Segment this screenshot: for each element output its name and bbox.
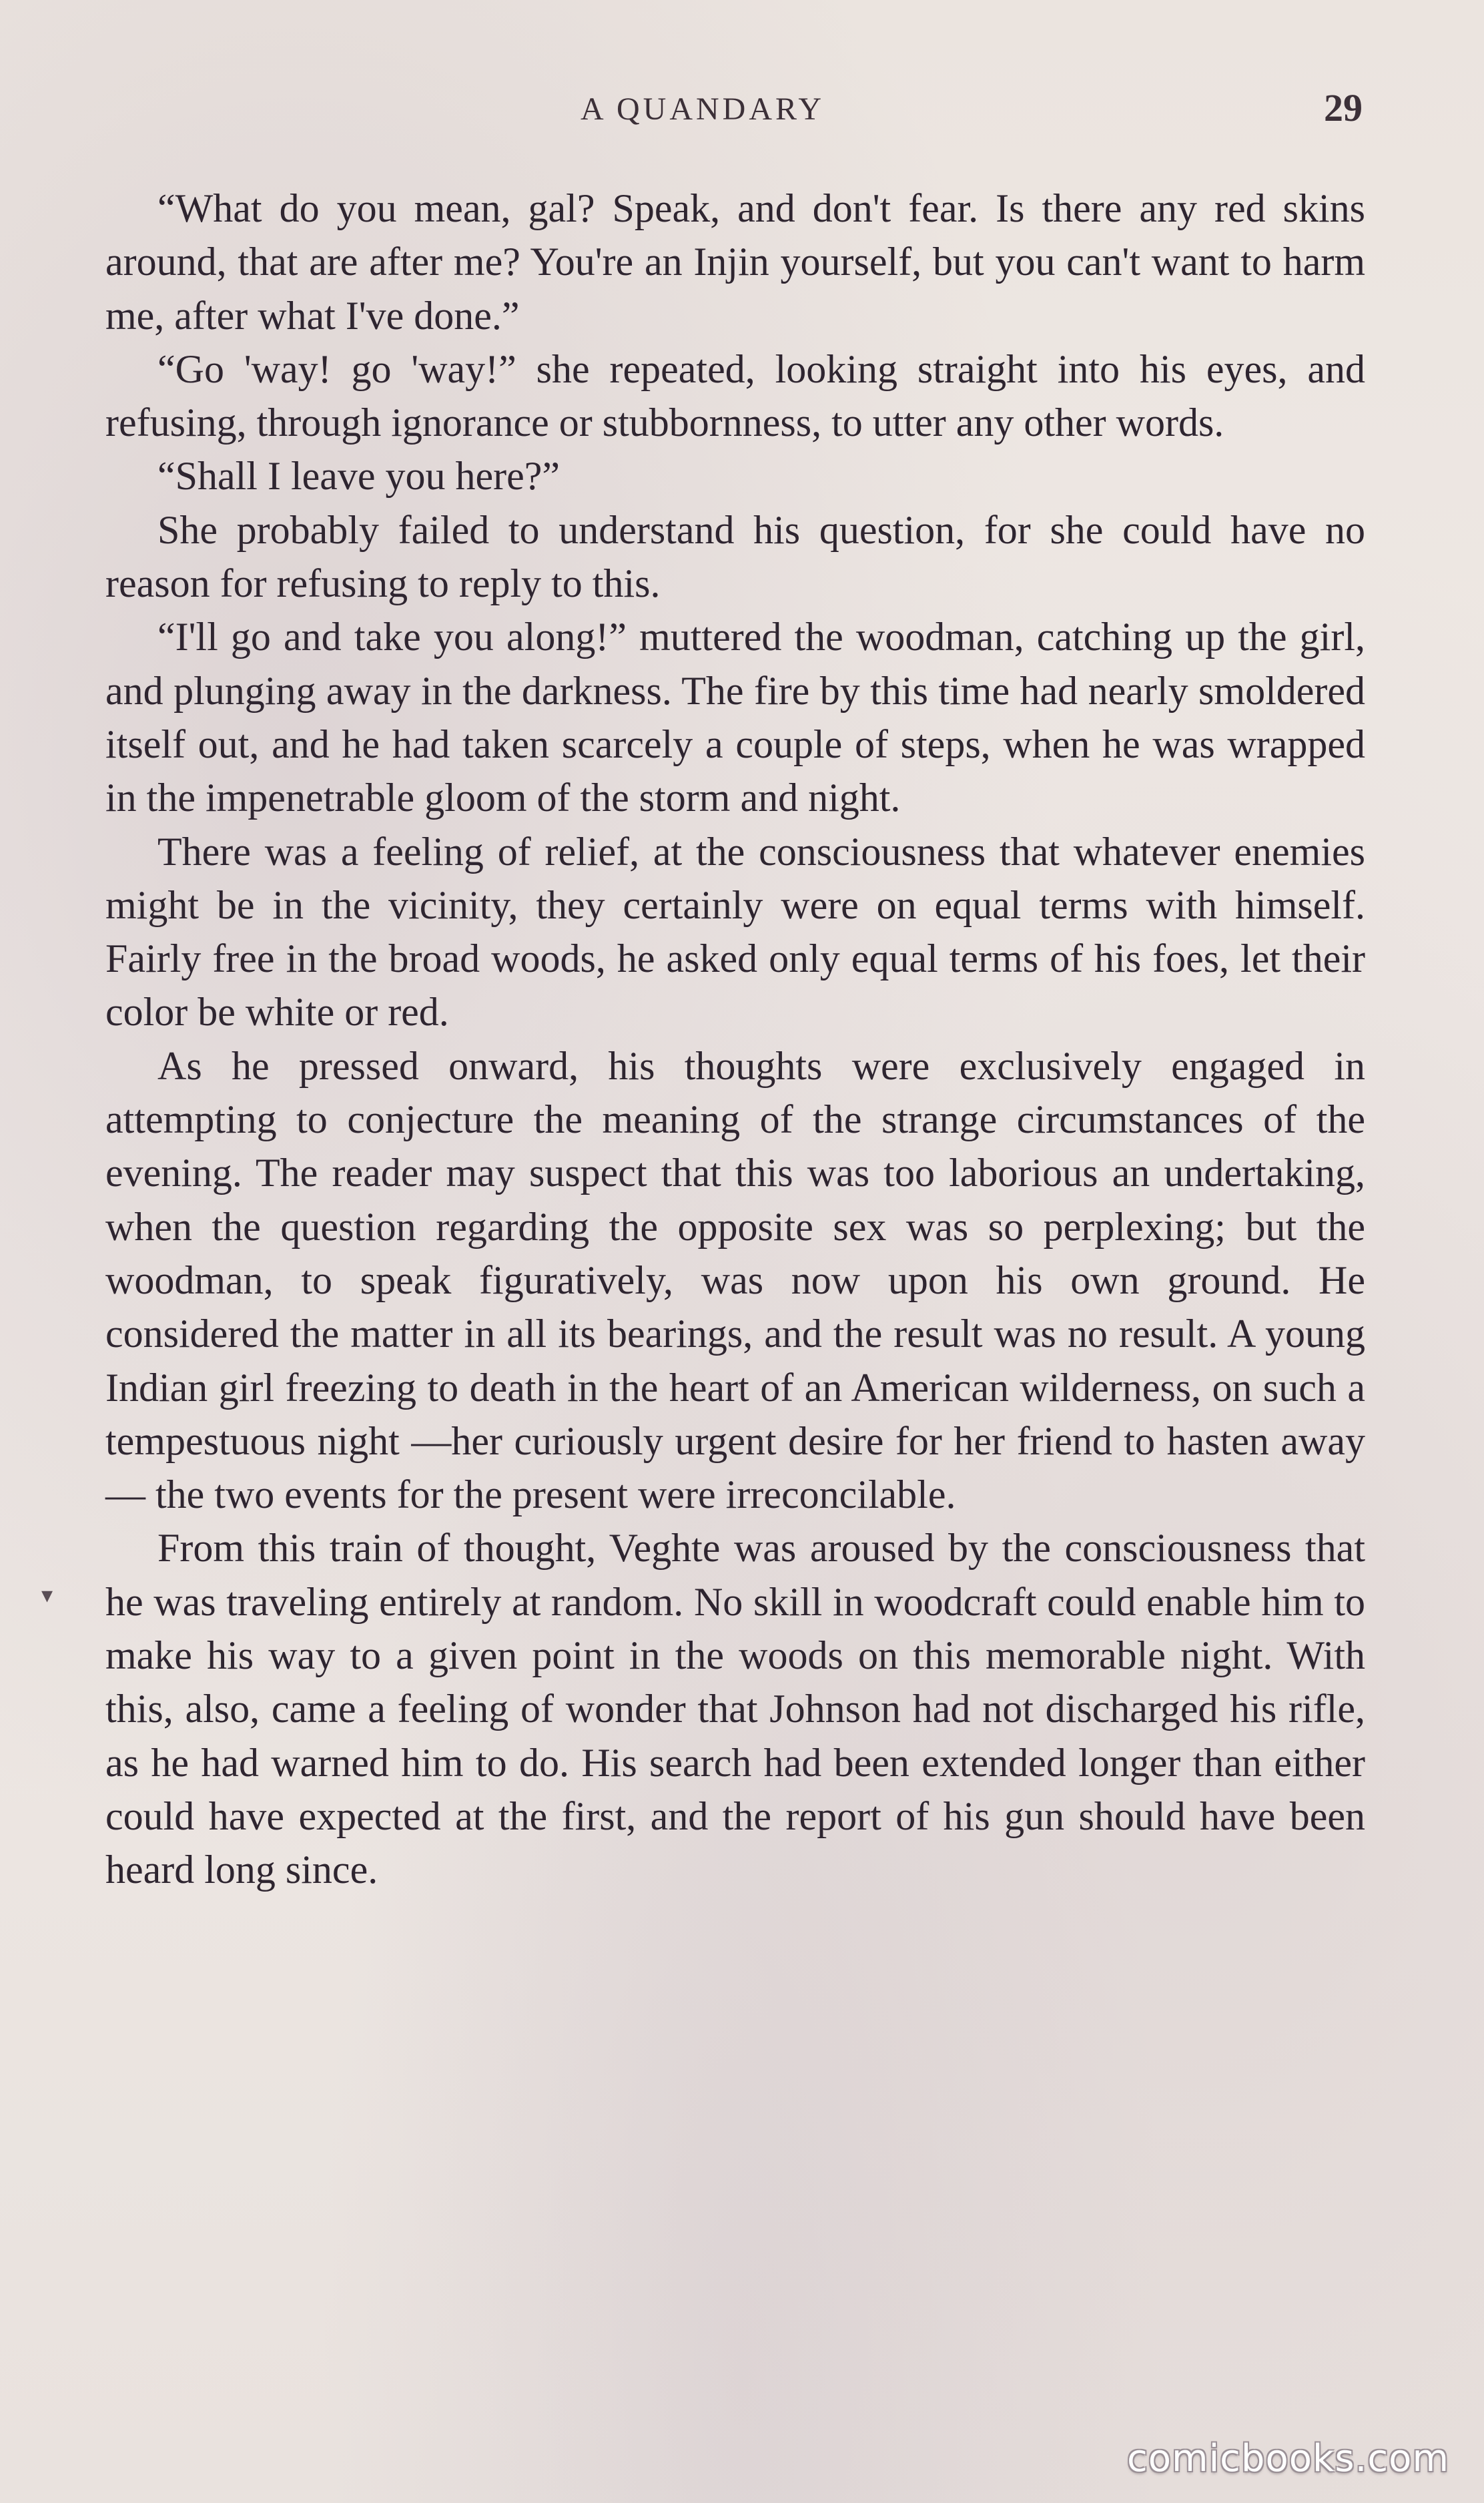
margin-mark-icon: ▾: [41, 1582, 53, 1609]
page-header: [0, 85, 1484, 139]
paragraph: She probably failed to understand his question, for she could have no reason for refusing to reply to this.: [105, 507, 1365, 606]
watermark: comicbooks.com: [1126, 2437, 1449, 2480]
paragraph: There was a feeling of relief, at the consciousness that whatever enemies might be in the vicinity, they certainly were on equal terms with himself. Fairly free in the broad woods, he asked only equal terms of his foes, let their color be white or red.: [105, 829, 1365, 1035]
paragraph: From this train of thought, Veghte was aroused by the consciousness that he was traveling entirely at random. No skill in woodcraft could enable him to make his way to a given point in the woods on this memorable night. With this, also, came a feeling of wonder that Johnson had not discharged his rifle, as he had warned him to do. His search had been extended longer than either could have expected at the first, and the report of his gun should have been heard long since.: [105, 1526, 1365, 1892]
paragraph: “Shall I leave you here?”: [157, 454, 561, 499]
paragraph: “I'll go and take you along!” muttered the woodman, catching up the girl, and plunging away in the darkness. The fire by this time had nearly smoldered itself out, and he had taken scarcely a couple of steps, when he was wrapped in the impenetrable gloom of the storm and night.: [105, 615, 1365, 820]
page-number: 29: [1324, 86, 1363, 129]
paragraph: “Go 'way! go 'way!” she repeated, looking straight into his eyes, and refusing, through ignorance or stubbornness, to utter any other words.: [105, 346, 1365, 445]
paragraph: As he pressed onward, his thoughts were exclusively engaged in attempting to conjecture the meaning of the strange circumstances of the evening. The reader may suspect that this was too laborious an undertaking, when the question regarding the opposite sex was so perplexing; but the woodman, to speak figuratively, was now upon his own ground. He considered the matter in all its bearings, and the result was no result. A young Indian girl freezing to death in the heart of an American wilderness, on such a tempestuous night —her curiously urgent desire for her friend to hasten away— the two events for the present were irreconcilable.: [105, 1043, 1365, 1517]
paragraph: “What do you mean, gal? Speak, and don't fear. Is there any red skins around, that are after me? You're an Injin yourself, but you can't want to harm me, after what I've done.”: [105, 186, 1365, 338]
running-title: A QUANDARY: [581, 91, 825, 127]
body-text: [105, 182, 1365, 1897]
